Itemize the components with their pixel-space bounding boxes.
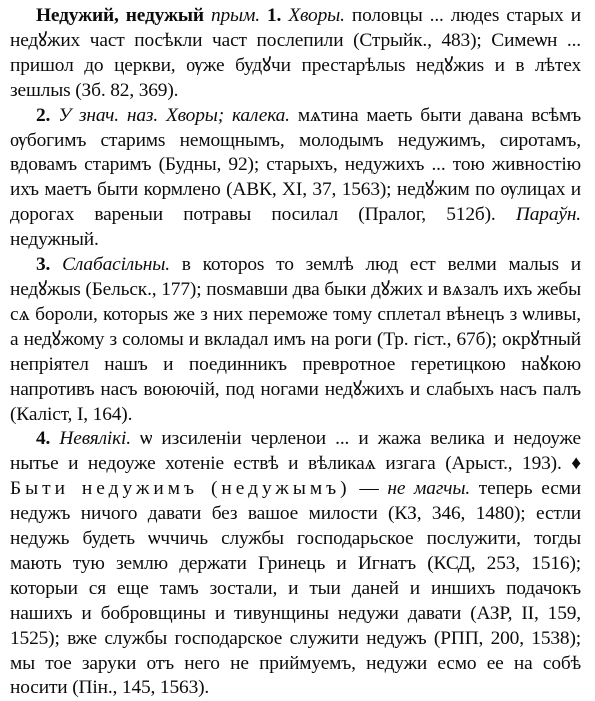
sense-3-number: 3. — [36, 254, 51, 276]
phrase-dash: — — [350, 478, 388, 500]
sense-2-paragraph — [10, 104, 581, 253]
phrase-heading: Быти недужимъ (недужымъ) — [10, 478, 351, 500]
sense-3-text: в котороs то землѣ люд ест велми малыs и недꙋжыs (Бельск., 177); поsмавши два быки дꙋжих и вѧзалъ ихъ жебы сѧ бороли, которыs же з них переможе тому сплетал вѣнецъ з ѡливы, а недꙋжому з соломы и вкладал имъ на роги (Тр. гіст., 67б); окрꙋтный непріятел нашъ и поединникъ превротное геретицкою наꙋкою напротивъ насъ воюючій, под ногами недꙋжихъ и слабыхъ насъ палъ (Каліст, I, 164). — [10, 254, 581, 425]
dictionary-entry — [10, 4, 581, 701]
sense-1-number: 1. — [267, 5, 282, 26]
sense-1-gloss: Хворы. — [288, 5, 345, 26]
sense-4-paragraph — [10, 427, 581, 701]
sense-1-text: половцы ... людеs старых и недꙋжих част посѣкли част послепили (Стрыйк., 483); Симеѡн ... пришол до церкви, ѹже будꙋчи престарѣлыs недꙋжиs и в лѣтех зешлыs (Зб. 82, 369). — [10, 5, 581, 101]
sense-3-gloss: Слабасільны. — [62, 254, 170, 276]
sense-1-paragraph — [10, 4, 581, 104]
part-of-speech: прым. — [210, 5, 260, 26]
sense-3-paragraph — [10, 253, 581, 427]
sense-4-gloss: Невялікі. — [59, 428, 131, 450]
sense-2-see-label: Параўн. — [515, 204, 582, 226]
sense-4-text-2: теперь есми недужъ ничого давати без вашое милости (КЗ, 346, 1480); естли недужь будеть ѡччичь службы господарьское послужити, тогды мають тую землю держати Гринець и Игнатъ (КСД, 253, 1516); которыи ся еще тамъ зостали, и тыи даней и иншихъ подачокъ нашихъ и бобровщины и тивунщины недужи давати (АЗР, II, 159, 1525); вже службы господарское служити недужъ (РПП, 200, 1538); мы тое заруки отъ него не приймуемъ, недужи есмо ее на собѣ носити (Пін., 145, 1563). — [10, 478, 581, 699]
sense-2-number: 2. — [36, 104, 51, 126]
sense-4-number: 4. — [36, 428, 51, 450]
sense-4-text-1: ѡ изсиленіи черленои ... и жажа велика и недоуже нытье и недоуже хотеніе ествѣ и вѣликаѧ изгага (Арыст., 193). ♦ — [10, 428, 582, 475]
sense-2-text: мѧтина маеть быти давана всѣмъ ѹбогимъ старимs немощнымъ, молодымъ недужимъ, сиротамъ, вдовамъ старимъ (Будны, 92); старыхъ, недужихъ ... тою живностію ихъ маетъ быти кормлено (АВК, XI, 37, 1563); недꙋжим по ѹлицах и дорогах вареныи потравы посилал (Пралог, 512б). — [10, 104, 582, 226]
sense-2-see-word: недужный. — [10, 229, 99, 251]
sense-2-gloss: У знач. наз. Хворы; калека. — [58, 104, 290, 126]
headword: Недужий, недужый — [36, 5, 204, 26]
phrase-gloss: не магчы. — [387, 478, 471, 500]
